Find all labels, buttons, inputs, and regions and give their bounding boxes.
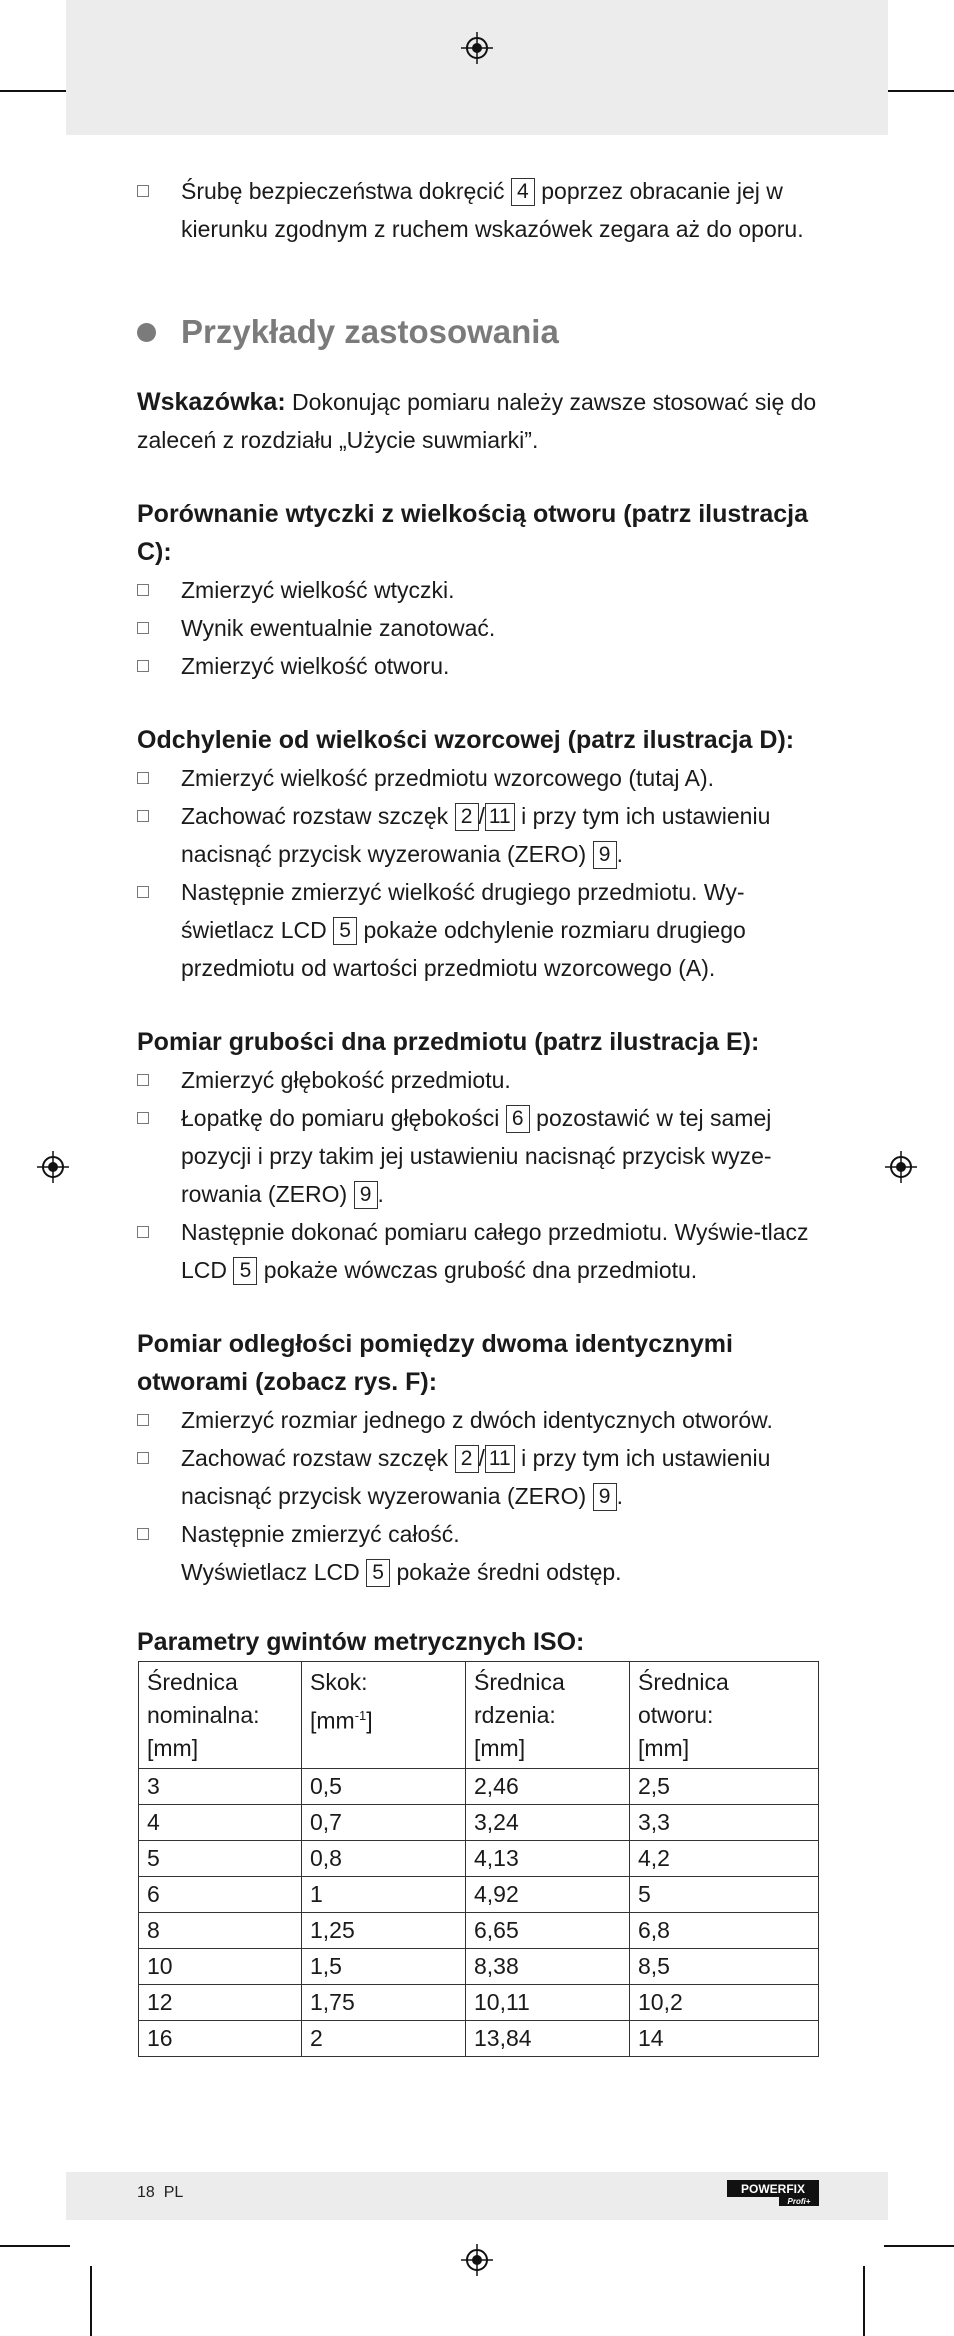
page-content	[137, 172, 827, 2057]
header-band	[66, 0, 888, 135]
table-cell: 14	[630, 2021, 819, 2057]
list-item	[137, 1099, 827, 1213]
table-cell: 4,2	[630, 1841, 819, 1877]
list-item-text: pokaże średni odstęp.	[390, 1559, 622, 1585]
list-item	[137, 647, 827, 685]
table-header-cell: Średnica nominalna: [mm]	[139, 1662, 302, 1769]
page-number-value: 18	[137, 2184, 155, 2201]
checkbox-bullet-icon	[137, 810, 149, 822]
part-ref: 9	[354, 1181, 378, 1209]
registration-mark-icon	[460, 2243, 494, 2277]
list-item	[137, 873, 827, 987]
list-item-text: .	[616, 1483, 623, 1509]
list-item	[137, 1213, 827, 1289]
note	[137, 383, 827, 459]
checkbox-bullet-icon	[137, 1112, 149, 1124]
table-cell: 4	[139, 1805, 302, 1841]
plug-heading: Porównanie wtyczki z wielkością otworu (patrz ilustracja C):	[137, 500, 809, 566]
distance-heading: Pomiar odległości pomiędzy dwoma identycznymi otworami (zobacz rys. F):	[137, 1330, 733, 1396]
list-item	[137, 1401, 827, 1439]
list-item-text: .	[616, 841, 623, 867]
separator: /	[478, 1445, 485, 1471]
table-cell: 0,5	[302, 1769, 466, 1805]
checkbox-bullet-icon	[137, 1414, 149, 1426]
table-cell: 10,11	[466, 1985, 630, 2021]
table-cell: 10,2	[630, 1985, 819, 2021]
list-item-text: Następnie dokonać pomiaru całego przedmiotu. Wyświe-tlacz LCD	[181, 1219, 809, 1283]
part-ref: 11	[485, 1445, 515, 1473]
part-ref: 2	[455, 803, 479, 831]
list-item-text: Łopatkę do pomiaru głębokości	[181, 1105, 506, 1131]
part-ref: 9	[593, 1483, 617, 1511]
list-item-text: Zachować rozstaw szczęk	[181, 1445, 455, 1471]
table-row	[139, 1877, 819, 1913]
list-item-text: i przy tym ich ustawieniu nacisnąć przycisk wyzerowania (ZERO)	[181, 803, 771, 867]
page-language: PL	[163, 2184, 184, 2201]
table-cell: 8,5	[630, 1949, 819, 1985]
crop-mark	[884, 90, 954, 92]
checkbox-bullet-icon	[137, 185, 149, 197]
list-item-text: .	[377, 1181, 384, 1207]
intro-text-after: poprzez obracanie jej w kierunku zgodnym z ruchem wskazówek zegara aż do oporu.	[181, 178, 804, 242]
section-title	[137, 312, 827, 352]
list-item-text: i przy tym ich ustawieniu nacisnąć przycisk wyzerowania (ZERO)	[181, 1445, 771, 1509]
table-cell: 1,5	[302, 1949, 466, 1985]
table-cell: 4,92	[466, 1877, 630, 1913]
table-row	[139, 1949, 819, 1985]
intro-item	[137, 172, 827, 248]
table-row	[139, 1913, 819, 1949]
table-header-cell: Średnica otworu: [mm]	[630, 1662, 819, 1769]
bullet-dot-icon	[137, 323, 156, 342]
table-cell: 13,84	[466, 2021, 630, 2057]
table-header-row	[139, 1662, 819, 1769]
crop-mark	[884, 2245, 954, 2247]
table-row	[139, 2021, 819, 2057]
table-row	[139, 1985, 819, 2021]
table-cell: 3	[139, 1769, 302, 1805]
list-item-text: Zmierzyć wielkość przedmiotu wzorcowego (tutaj A).	[181, 765, 714, 791]
checkbox-bullet-icon	[137, 584, 149, 596]
checkbox-bullet-icon	[137, 660, 149, 672]
list-item-text: pokaże wówczas grubość dna przedmiotu.	[257, 1257, 698, 1283]
checkbox-bullet-icon	[137, 1452, 149, 1464]
table-cell: 1	[302, 1877, 466, 1913]
registration-mark-icon	[460, 31, 494, 65]
deviation-heading: Odchylenie od wielkości wzorcowej (patrz ilustracja D):	[137, 726, 795, 754]
table-header-cell: Średnica rdzenia: [mm]	[466, 1662, 630, 1769]
list-item-text: Wynik ewentualnie zanotować.	[181, 615, 496, 641]
crop-mark	[0, 2245, 70, 2247]
table-heading: Parametry gwintów metrycznych ISO:	[137, 1628, 585, 1656]
list-item	[137, 797, 827, 873]
part-ref: 6	[506, 1105, 530, 1133]
checkbox-bullet-icon	[137, 772, 149, 784]
list-item-text: Zmierzyć wielkość wtyczki.	[181, 577, 455, 603]
table-cell: 0,8	[302, 1841, 466, 1877]
part-ref: 4	[511, 178, 535, 206]
list-item	[137, 1439, 827, 1515]
powerfix-logo	[727, 2180, 819, 2206]
registration-mark-icon	[36, 1150, 70, 1184]
checkbox-bullet-icon	[137, 1528, 149, 1540]
list-item-text: Zmierzyć wielkość otworu.	[181, 653, 450, 679]
svg-text:POWERFIX: POWERFIX	[740, 2182, 806, 2196]
section-title-text: Przykłady zastosowania	[181, 313, 559, 350]
svg-text:Profi+: Profi+	[787, 2197, 811, 2206]
part-ref: 5	[366, 1559, 390, 1587]
note-label: Wskazówka:	[137, 388, 286, 416]
table-row	[139, 1841, 819, 1877]
table-cell: 5	[139, 1841, 302, 1877]
checkbox-bullet-icon	[137, 622, 149, 634]
list-item-text: Zmierzyć głębokość przedmiotu.	[181, 1067, 511, 1093]
table-cell: 6,8	[630, 1913, 819, 1949]
part-ref: 5	[233, 1257, 257, 1285]
separator: /	[478, 803, 485, 829]
iso-thread-table	[138, 1661, 819, 2057]
table-cell: 3,3	[630, 1805, 819, 1841]
list-item	[137, 1061, 827, 1099]
list-item-text: Następnie zmierzyć całość.	[181, 1521, 460, 1547]
list-item-text: Zmierzyć rozmiar jednego z dwóch identycznych otworów.	[181, 1407, 773, 1433]
note-text: Dokonując pomiaru należy zawsze stosować się do zaleceń z rozdziału „Użycie suwmiarki”.	[137, 389, 817, 453]
registration-mark-icon	[884, 1150, 918, 1184]
list-item	[137, 609, 827, 647]
table-cell: 2,5	[630, 1769, 819, 1805]
table-row	[139, 1769, 819, 1805]
list-item-text: pozostawić w tej samej pozycji i przy takim jej ustawieniu nacisnąć przycisk wyze-rowania (ZERO)	[181, 1105, 772, 1207]
intro-text-before: Śrubę bezpieczeństwa dokręcić	[181, 178, 511, 204]
crop-mark	[863, 2266, 865, 2336]
table-cell: 16	[139, 2021, 302, 2057]
crop-mark	[90, 2266, 92, 2336]
table-cell: 1,75	[302, 1985, 466, 2021]
table-header-cell: Skok: $[mm^{-1}]$	[302, 1662, 466, 1769]
list-item	[137, 571, 827, 609]
table-cell: 3,24	[466, 1805, 630, 1841]
table-cell: 5	[630, 1877, 819, 1913]
part-ref: 9	[593, 841, 617, 869]
table-cell: 8,38	[466, 1949, 630, 1985]
checkbox-bullet-icon	[137, 886, 149, 898]
table-cell: 12	[139, 1985, 302, 2021]
list-item-text: Następnie zmierzyć wielkość drugiego przedmiotu. Wy-świetlacz LCD	[181, 879, 745, 943]
list-item-text: Wyświetlacz LCD	[181, 1559, 367, 1585]
table-cell: 1,25	[302, 1913, 466, 1949]
part-ref: 11	[485, 803, 515, 831]
table-cell: 0,7	[302, 1805, 466, 1841]
part-ref: 2	[455, 1445, 479, 1473]
list-item-text: pokaże odchylenie rozmiaru drugiego przedmiotu od wartości przedmiotu wzorcowego (A).	[181, 917, 746, 981]
table-cell: 4,13	[466, 1841, 630, 1877]
page-number	[137, 2184, 183, 2202]
table-cell: 2	[302, 2021, 466, 2057]
table-row	[139, 1805, 819, 1841]
table-cell: 6	[139, 1877, 302, 1913]
table-cell: 10	[139, 1949, 302, 1985]
table-cell: 6,65	[466, 1913, 630, 1949]
table-cell: 8	[139, 1913, 302, 1949]
list-item-text: Zachować rozstaw szczęk	[181, 803, 455, 829]
checkbox-bullet-icon	[137, 1074, 149, 1086]
crop-mark	[0, 90, 70, 92]
part-ref: 5	[333, 917, 357, 945]
checkbox-bullet-icon	[137, 1226, 149, 1238]
table-cell: 2,46	[466, 1769, 630, 1805]
bottom-heading: Pomiar grubości dna przedmiotu (patrz ilustracja E):	[137, 1028, 760, 1056]
list-item	[137, 759, 827, 797]
list-item	[137, 1515, 827, 1591]
